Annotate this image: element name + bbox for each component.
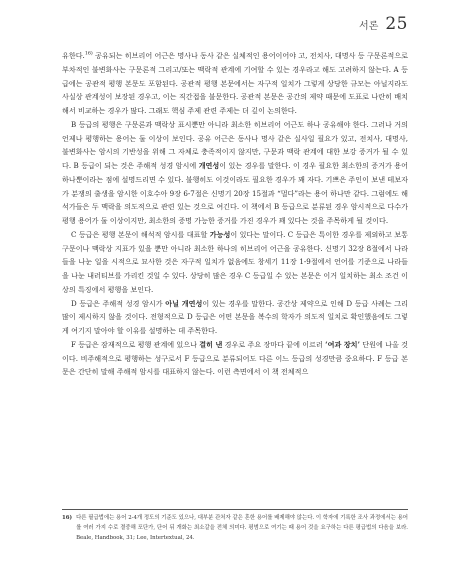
paragraph-4-rest: 이 있는 경우를 말한다. 공간상 제약으로 인해 D 등급 사례는 그리 많이 제시하지 않을 것이다. 전형적으로 D 등급은 어떤 본문을 복수의 학자가 의도적 일치로 확인했음에도 그렇게 여기지 말아야 할 이유를 설명하는 데 주목한다. [62,298,408,335]
footnote-number: 16) [62,515,73,521]
paragraph-3-start: C 등급은 평행 본문이 해석적 암시를 대표할 [71,229,210,239]
section-name: 서론 [359,21,379,32]
paragraph-3 [62,228,408,297]
paragraph-2 [62,118,408,228]
paragraph-1-rest: 공유되는 히브리어 어근은 명사나 동사 같은 실체적인 용어이어야 고, 전치사, 대명사 등 구문론적으로 부차적인 불변화사는 구문론적 그리고/또는 맥락적 관계에 기여할 수 있는 경우라고 해도 고려하지 않는다. A 등급에는 공관적 평행 본문도 포함된다. 공관적 평행 본문에서는 자구적 일치가 그렇게 상당한 규모는 아닐지라도 사실상 관계성이 보장된 경우고, 이는 직간접을 불문한다. 공관적 본문은 공간의 제약 때문에 도표로 나란히 배치해서 비교하는 경우가 많다. 그래도 핵심 주제 관련 주제는 더 깊이 논의한다. [62,51,408,115]
footnote-reference: 16) [84,51,93,57]
paragraph-5-start: F 등급은 잠재적으로 평행 관계에 있으나 [71,339,200,349]
emphasis-term: 가능성 [209,229,231,239]
emphasis-term: 아닐 개연성 [165,298,203,308]
body-text [62,49,408,379]
emphasis-term: ‘여과 장치’ [325,339,361,349]
paragraph-5-middle: 경우로 주요 장마다 끝에 이르러 [222,339,326,349]
footnote-divider [62,509,408,510]
paragraph-5 [62,338,408,379]
paragraph-1-start: 유한다. [62,51,85,60]
footnote-text: 다른 필급법에는 용어 2-4개 정도의 기준도 있으나, 대부분 관처자 같은 혼한 용어를 배제해야 않는다. 이 학자에 기록한 조사 과정에서는 용어를 여러 가지 수로 결중해 포단가, 단어 뒤 개화는 최소갈을 전체 의미다. 평범으로 여기는 때 용어 것을 요구하는 다른 평급법의 다음을 보라. Beale, Handbook, 31; Lee, Intertextual, 24. [76,515,408,541]
paragraph-2-start: B 등급의 평행은 구문론과 맥락상 표시뿐만 아니라 최소한 히브리어 어근도 하나 공유해야 한다. 그러나 거의 언제나 평행하는 용어는 둘 이상이 보인다. 공유 어근은 동사나 명사 같은 실사일 필요가 있고, 전치사, 대명사, 불변화사는 암시의 기반성을 위해 그 자체로 충족적이지 않지만, 구문과 맥락 관계에 대한 보강 증거가 될 수 있다. B 등급이 되는 것은 주해적 성경 암시에 [62,119,408,170]
page-number: 25 [385,14,408,34]
paragraph-4 [62,297,408,338]
paragraph-4-start: D 등급은 주해적 성경 암시가 [71,298,166,308]
paragraph-5-rest: 단원에 나올 것이다. 비주해적으로 평행하는 성구로서 F 등급으로 분류되어도 다른 이느 등급의 성경만큼 중요하다. F 등급 본문은 간단히 말해 주해적 암시를 대표하지 않는다. 이런 측면에서 이 책 전체적으 [62,339,408,377]
emphasis-term: 결히 낸 [199,339,223,349]
footnote [62,513,408,543]
paragraph-2-rest: 이 있는 경우를 말한다. 이 경우 필요한 최소한의 증거가 용어 하나뿐이라는 점에 설명드리면 수 있다. 불행히도 이것이라도 필요한 경우가 꽤 자다. 기쁘은 주인이 보낸 테보자가 분쟁의 출생을 암시한 이호수아 9장 6-7절은 신명기 20장 15절과 “멀다”라는 용어 하나만 같다. 그럼에도 해석가들은 두 맥락을 의도적으로 관련 있는 것으로 여긴다. 이 책에서 B 등급으로 분류된 경우 암시적으로 다수가 평행 용어가 둘 이상이지만, 최소한의 증명 가능한 증거를 가진 경우가 꽤 있다는 것을 주목하게 될 것이다. [62,161,408,225]
emphasis-term: 개연성 [198,161,220,170]
running-head [359,14,408,34]
paragraph-3-rest: 이 있다는 말이다. C 등급은 특이한 경우를 제외하고 보통 구문이나 맥락상 지표가 있을 뿐만 아니라 최소한 하나의 히브리어 어근을 공유한다. 신명기 32장 8절에서 나라들을 나눈 일을 시적으로 묘사한 것은 자구적 일치가 없음에도 창세기 11장 1-9절에서 언어를 기준으로 나라들을 나눈 내러티브를 가리킨 것일 수 있다. 상당히 많은 경우 C 등급일 수 있는 본문은 이거 일치하는 최소 조건 이상의 특징에서 평행을 보인다. [62,229,408,294]
paragraph-1 [62,49,408,118]
